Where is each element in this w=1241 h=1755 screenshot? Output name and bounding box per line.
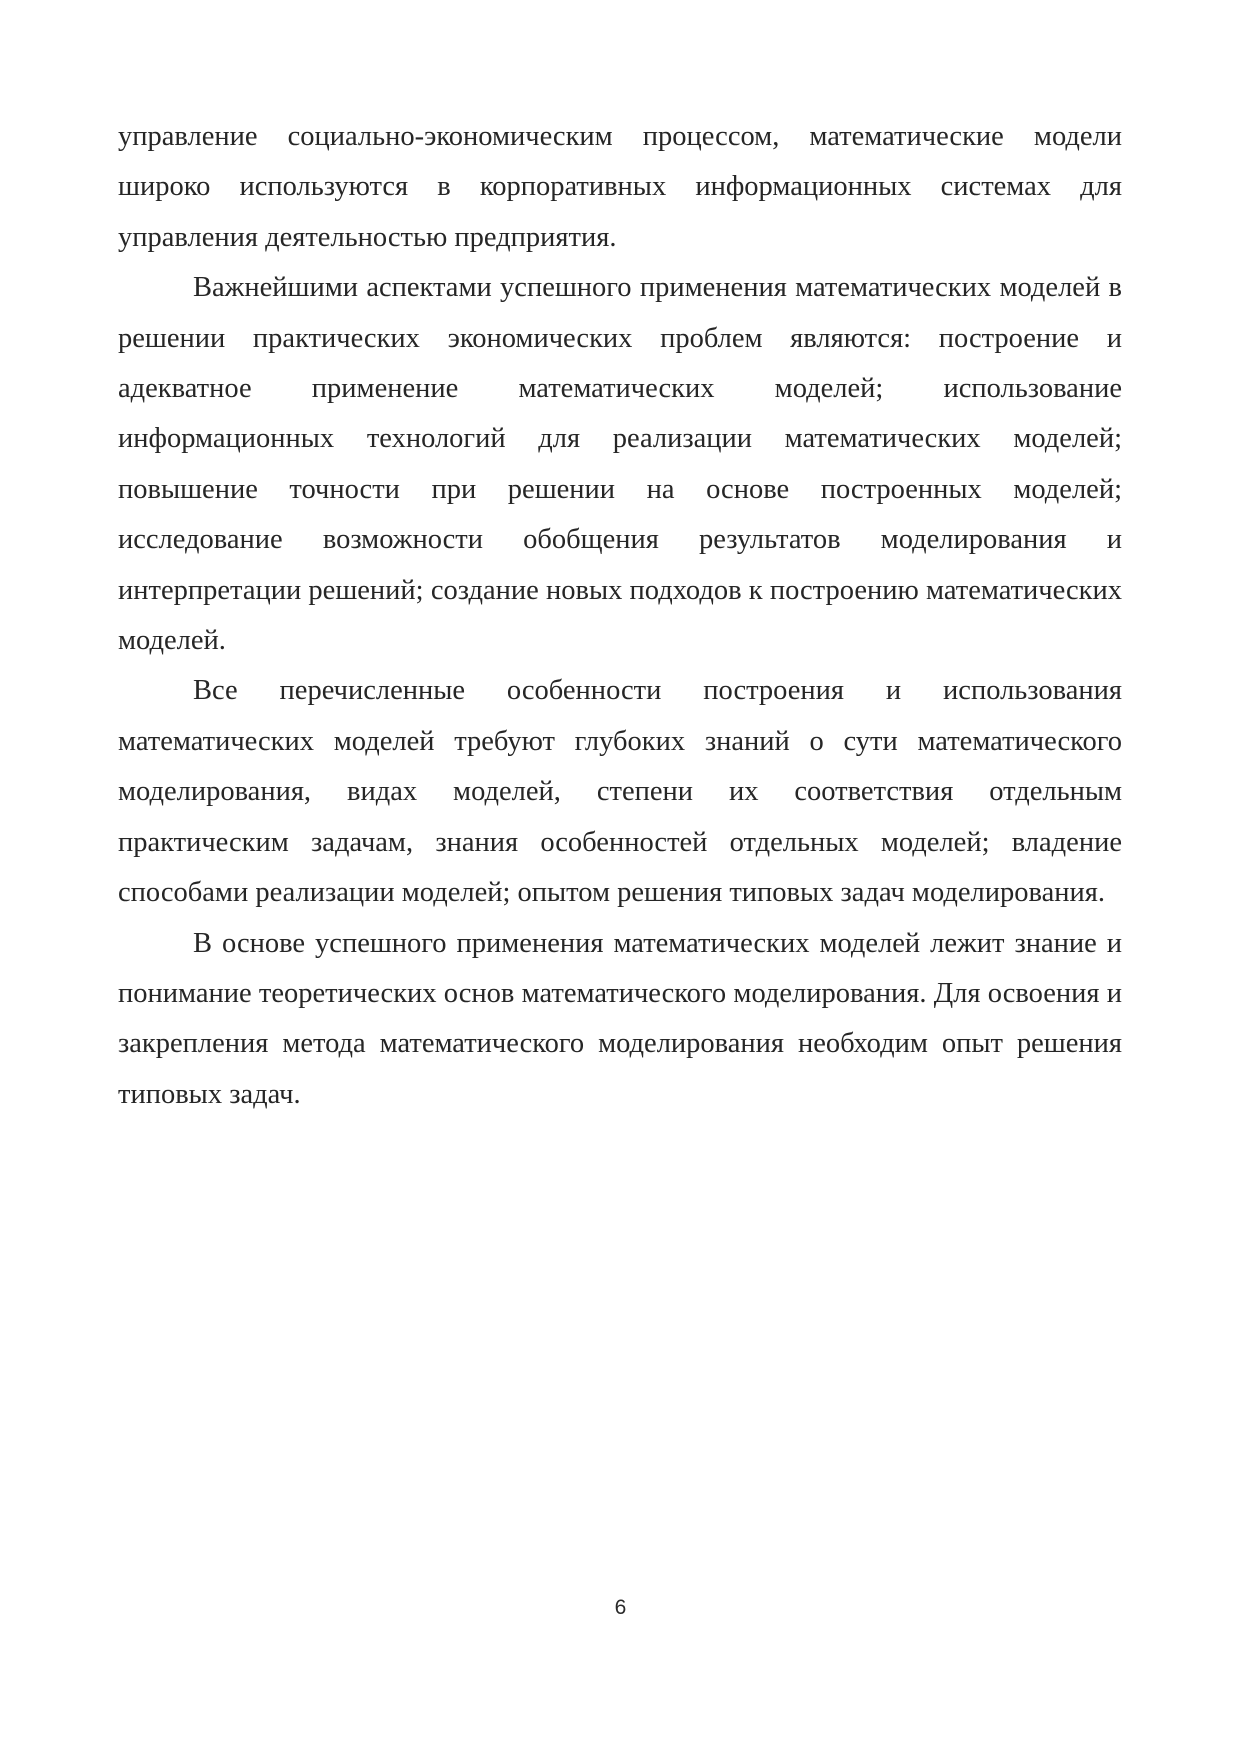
paragraph-aspects: Важнейшими аспектами успешного применения математических моделей в решении практических экономических проблем являются: построение и адекватное применение математических моделей; использование информационных технологий для реализации математических моделей; повышение точности при решении на основе построенных моделей; исследование возможности обобщения результатов моделирования и интерпретации решений; создание новых подходов к построению математических моделей. <box>118 272 1122 657</box>
paragraph-foundation: В основе успешного применения математических моделей лежит знание и понимание теоретических основ математического моделирования. Для освоения и закрепления метода математического моделирования необходим опыт решения типовых задач. <box>118 927 1122 1110</box>
body-text <box>118 112 1122 1120</box>
paragraph-continuation: управление социально-экономическим процессом, математические модели широко используются в корпоративных информационных системах для управления деятельностью предприятия. <box>118 121 1122 253</box>
paragraph-features: Все перечисленные особенности построения и использования математических моделей требуют глубоких знаний о сути математического моделирования, видах моделей, степени их соответствия отдельным практическим задачам, знания особенностей отдельных моделей; владение способами реализации моделей; опытом решения типовых задач моделирования. <box>118 675 1122 909</box>
page-number: 6 <box>614 1596 627 1619</box>
